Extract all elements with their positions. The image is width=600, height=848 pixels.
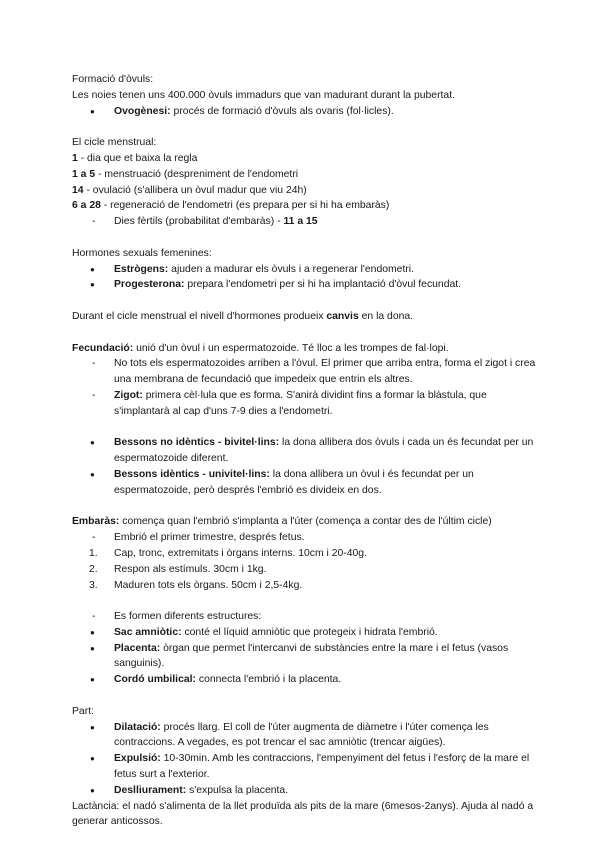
cicle-day: 1 bbox=[72, 152, 78, 164]
section-title-ovuls: Formació d'òvuls: bbox=[72, 74, 154, 85]
term: Bessons no idèntics - bivitel·lins: bbox=[114, 437, 280, 449]
definition: conté el líquid amniòtic que protegeix i hidrata l'embrió. bbox=[181, 626, 438, 638]
definition: ajuden a madurar els òvuls i a regenerar l'endometri. bbox=[168, 263, 414, 275]
definition: prepara l'endometri per si hi ha implantació d'òvul fecundat. bbox=[184, 279, 462, 291]
definition: la dona allibera dos òvuls i cada un és fecundat per un espermatozoide diferent. bbox=[114, 437, 534, 465]
canvis-bold: canvis bbox=[326, 310, 359, 322]
cicle-line bbox=[72, 183, 542, 199]
cicle-desc: - dia que et baixa la regla bbox=[77, 152, 198, 164]
list-item bbox=[72, 625, 542, 641]
definition: s'expulsa la placenta. bbox=[186, 784, 289, 796]
list-item bbox=[72, 672, 542, 688]
canvis-text bbox=[72, 309, 542, 325]
list-item bbox=[72, 546, 542, 562]
part-list bbox=[72, 720, 542, 799]
cicle-desc: - ovulació (s'allibera un òvul madur que viu 24h) bbox=[83, 184, 307, 196]
list-item bbox=[72, 277, 542, 293]
list-item: - Es formen diferents estructures: bbox=[72, 609, 542, 625]
term: Bessons idèntics - univitel·lins: bbox=[114, 468, 270, 480]
term: Embaràs: bbox=[72, 516, 120, 528]
fecundacio-dash-list bbox=[72, 356, 542, 419]
structures-list bbox=[72, 625, 542, 688]
cicle-day: 14 bbox=[72, 184, 84, 196]
fecundacio-heading bbox=[72, 341, 542, 357]
term: Estrògens: bbox=[114, 263, 169, 275]
hormones-list bbox=[72, 262, 542, 294]
definition: No tots els espermatozoides arriben a l'òvul. El primer que arriba entra, forma el zigot i crea una membrana de fecundació que impedeix que entrin els altres. bbox=[114, 358, 536, 386]
list-item bbox=[72, 751, 542, 783]
document-body bbox=[72, 72, 542, 830]
ovuls-text: Les noies tenen uns 400.000 òvuls immadurs que van madurant durant la pubertat. bbox=[72, 89, 455, 101]
term: Progesterona: bbox=[114, 279, 185, 291]
term: Expulsió: bbox=[114, 753, 161, 765]
embaras-dash-list bbox=[72, 530, 542, 546]
cicle-line bbox=[72, 151, 542, 167]
term: Sac amniòtic: bbox=[114, 626, 182, 638]
definition: primera cèl·lula que es forma. S'anirà dividint fins a formar la blàstula, que s'implantarà al cap d'uns 7-9 dies a l'endometri. bbox=[114, 389, 487, 417]
list-item bbox=[72, 578, 542, 594]
cicle-dash-list bbox=[72, 214, 542, 230]
term: Fecundació: bbox=[72, 342, 134, 354]
term: Ovogènesi: bbox=[114, 105, 171, 117]
definition: la dona allibera un òvul i és fecundat per un espermatozoide, però després l'embrió es divideix en dos. bbox=[114, 468, 474, 496]
list-item bbox=[72, 214, 542, 230]
list-item bbox=[72, 641, 542, 673]
term: Placenta: bbox=[114, 642, 161, 654]
fertile-text: Dies fèrtils (probabilitat d'embaràs) - bbox=[114, 216, 284, 228]
canvis-before: Durant el cicle menstrual el nivell d'hormones produeix bbox=[72, 310, 327, 322]
list-item bbox=[72, 356, 542, 388]
list-item: - Embrió el primer trimestre, després fetus. bbox=[72, 530, 542, 546]
canvis-after: en la dona. bbox=[358, 310, 414, 322]
section-title-cicle: El cicle menstrual: bbox=[72, 137, 157, 149]
step-number: 1. bbox=[89, 547, 98, 559]
term: Cordó umbilical: bbox=[114, 674, 196, 686]
embaras-steps bbox=[72, 546, 542, 593]
list-item bbox=[72, 388, 542, 420]
list-item bbox=[72, 467, 542, 499]
list-item bbox=[72, 104, 542, 120]
list-item bbox=[72, 720, 542, 752]
definition: unió d'un òvul i un espermatozoide. Té lloc a les trompes de fal·lopi. bbox=[133, 342, 449, 354]
fertile-days: 11 a 15 bbox=[283, 216, 318, 228]
step-text: Maduren tots els òrgans. 50cm i 2,5-4kg. bbox=[114, 579, 303, 591]
step-text: Respon als estímuls. 30cm i 1kg. bbox=[114, 563, 267, 575]
cicle-day: 1 a 5 bbox=[72, 168, 96, 180]
structures-dash-list bbox=[72, 609, 542, 625]
definition: 10-30min. Amb les contraccions, l'empenyiment del fetus i l'esforç de la mare el fetus surt a l'exterior. bbox=[114, 753, 530, 781]
section-title-hormones: Hormones sexuals femenines: bbox=[72, 247, 212, 259]
term: Dilatació: bbox=[114, 721, 161, 733]
cicle-desc: - menstruació (despreniment de l'endometri bbox=[95, 168, 299, 180]
embaras-heading bbox=[72, 514, 542, 530]
step-number: 3. bbox=[89, 579, 98, 591]
list-item bbox=[72, 562, 542, 578]
step-number: 2. bbox=[89, 563, 98, 575]
list-item bbox=[72, 783, 542, 799]
cicle-desc: - regeneració de l'endometri (es prepara per si hi ha embaràs) bbox=[100, 200, 390, 212]
definition: connecta l'embrió i la placenta. bbox=[195, 674, 342, 686]
step-text: Cap, tronc, extremitats i òrgans interns. 10cm i 20-40g. bbox=[114, 547, 367, 559]
definition: procés de formació d'òvuls als ovaris (fol·licles). bbox=[170, 105, 394, 117]
definition: comença quan l'embrió s'implanta a l'úter (comença a contar des de l'últim cicle) bbox=[119, 516, 492, 528]
bessons-list bbox=[72, 435, 542, 498]
ovuls-list bbox=[72, 104, 542, 120]
cicle-day: 6 a 28 bbox=[72, 200, 101, 212]
list-item bbox=[72, 435, 542, 467]
term: Deslliurament: bbox=[114, 784, 187, 796]
section-title-part: Part: bbox=[72, 705, 94, 717]
term: Zigot: bbox=[114, 389, 143, 401]
definition: procés llarg. El coll de l'úter augmenta de diàmetre i l'úter comença les contraccions. A vegades, es pot trencar el sac amniòtic (trencar aigües). bbox=[114, 721, 489, 749]
cicle-line bbox=[72, 167, 542, 183]
definition: òrgan que permet l'intercanvi de substàncies entre la mare i el fetus (vasos sanguinis). bbox=[114, 642, 509, 670]
cicle-line bbox=[72, 198, 542, 214]
list-item bbox=[72, 262, 542, 278]
lactancia-text: Lactància: el nadó s'alimenta de la llet produïda als pits de la mare (6mesos-2anys). Ajuda al nadó a generar anticossos. bbox=[72, 800, 534, 828]
